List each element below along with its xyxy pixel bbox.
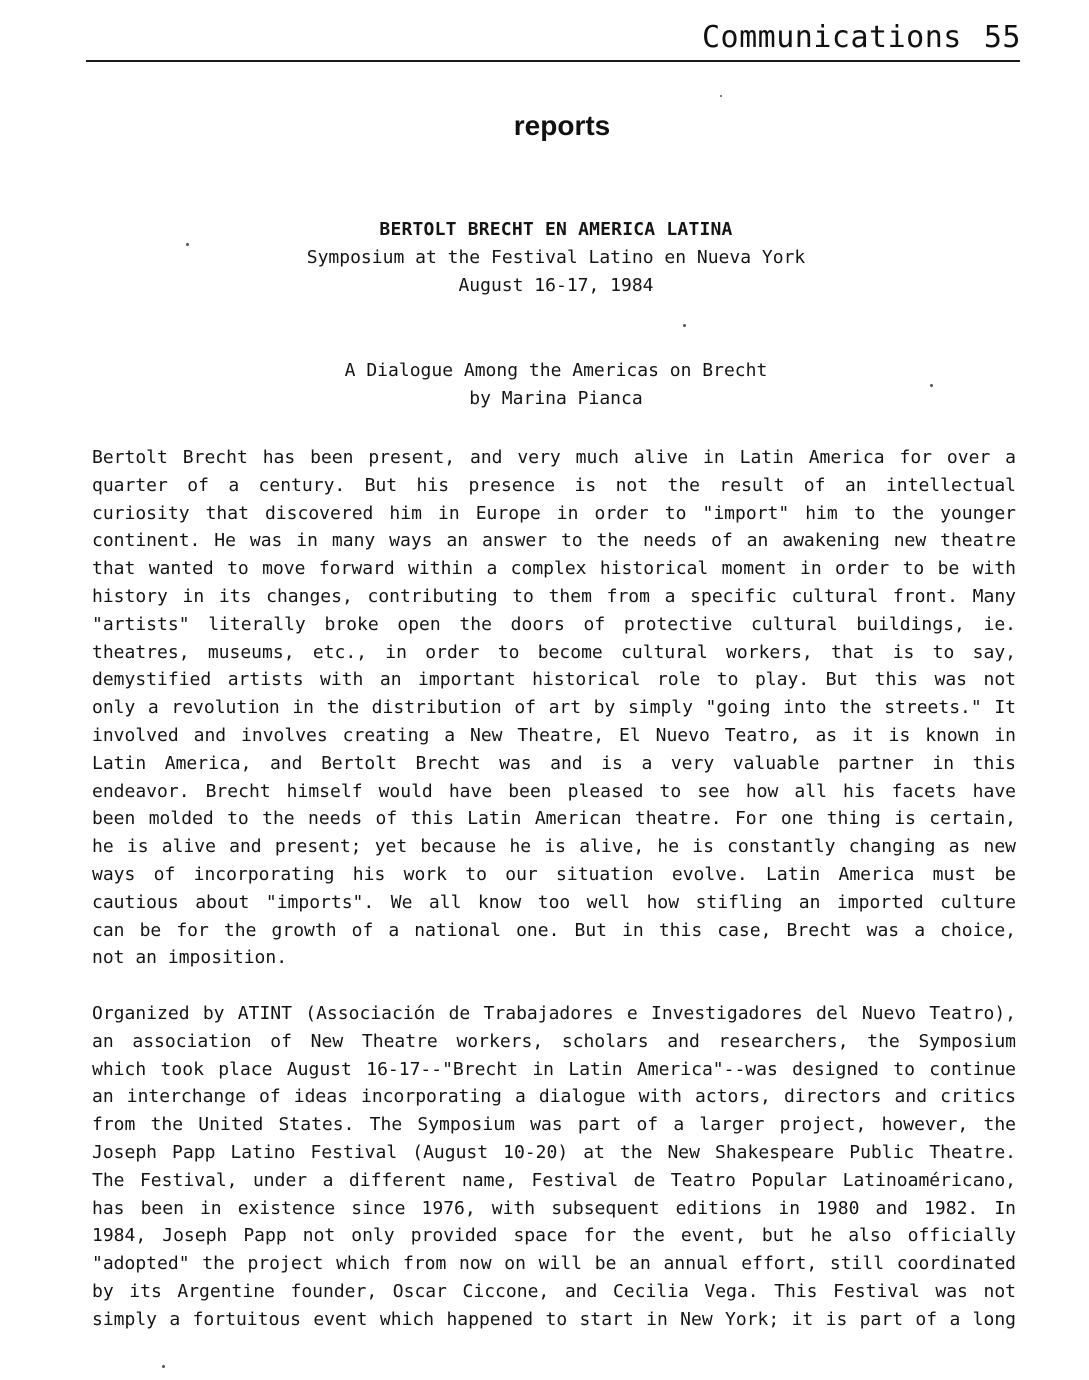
text-line: which took place August 16-17--"Brecht in Latin America"--was designed to continue (92, 1058, 1016, 1080)
text-line: Joseph Papp Latino Festival (August 10-20) at the New Shakespeare Public Theatre. (92, 1141, 1016, 1163)
scan-speck (186, 243, 189, 246)
text-line: been molded to the needs of this Latin American theatre. For one thing is certain, (92, 808, 1016, 830)
body-paragraph-1 (92, 444, 1016, 972)
text-line: from the United States. The Symposium was part of a larger project, however, the (92, 1114, 1016, 1136)
text-line: not an imposition. (92, 947, 288, 969)
text-line: can be for the growth of a national one. But in this case, Brecht was a choice, (92, 919, 1016, 941)
scan-speck (162, 1365, 165, 1368)
page-number: 55 (983, 20, 1021, 55)
text-line: that wanted to move forward within a complex historical moment in order to be with (92, 558, 1016, 580)
scan-speck (930, 384, 933, 387)
text-line: Latin America, and Bertolt Brecht was and is a very valuable partner in this (92, 752, 1016, 774)
text-line: Organized by ATINT (Associación de Trabajadores e Investigadores del Nuevo Teatro), (92, 1003, 1016, 1024)
text-line: cautious about "imports". We all know too well how stifling an imported culture (92, 891, 1016, 913)
text-line: simply a fortuitous event which happened to start in New York; it is part of a long (92, 1308, 1016, 1330)
text-line: an interchange of ideas incorporating a dialogue with actors, directors and critics (92, 1086, 1016, 1108)
text-line: he is alive and present; yet because he is alive, he is constantly changing as new (92, 836, 1016, 858)
text-line: 1984, Joseph Papp not only provided space for the event, but he also officially (92, 1225, 1016, 1247)
running-title: Communications (702, 20, 962, 55)
article-byline: by Marina Pianca (469, 388, 643, 409)
scan-speck (683, 324, 686, 327)
section-title: reports (513, 110, 611, 141)
text-line: "adopted" the project which from now on will be an annual effort, still coordinated (92, 1253, 1016, 1275)
text-line: quarter of a century. But his presence is not the result of an intellectual (92, 474, 1016, 496)
running-header (702, 20, 1021, 55)
scan-speck (720, 95, 722, 97)
event-dates: August 16-17, 1984 (458, 275, 654, 296)
text-line: by its Argentine founder, Oscar Ciccone, and Cecilia Vega. This Festival was not (92, 1280, 1016, 1302)
event-subtitle: Symposium at the Festival Latino en Nueva York (306, 247, 806, 268)
text-line: involved and involves creating a New Theatre, El Nuevo Teatro, as it is known in (92, 724, 1016, 746)
text-line: ways of incorporating his work to our situation evolve. Latin America must be (92, 863, 1016, 885)
event-title: BERTOLT BRECHT EN AMERICA LATINA (379, 219, 733, 240)
text-line: demystified artists with an important historical role to play. But this was not (92, 669, 1016, 691)
text-line: The Festival, under a different name, Festival de Teatro Popular Latinoaméricano, (92, 1169, 1016, 1191)
text-line: history in its changes, contributing to them from a specific cultural front. Many (92, 585, 1016, 607)
article-title: A Dialogue Among the Americas on Brecht (344, 360, 768, 381)
text-line: has been in existence since 1976, with subsequent editions in 1980 and 1982. In (92, 1197, 1016, 1219)
body-paragraph-2 (92, 1000, 1016, 1334)
text-line: endeavor. Brecht himself would have been pleased to see how all his facets have (92, 780, 1016, 802)
text-line: "artists" literally broke open the doors of protective cultural buildings, ie. (92, 613, 1016, 635)
header-rule (86, 60, 1020, 62)
text-line: curiosity that discovered him in Europe in order to "import" him to the younger (92, 502, 1016, 524)
text-line: Bertolt Brecht has been present, and very much alive in Latin America for over a (92, 447, 1016, 468)
text-line: an association of New Theatre workers, scholars and researchers, the Symposium (92, 1030, 1016, 1052)
text-line: only a revolution in the distribution of art by simply "going into the streets." It (92, 697, 1016, 719)
text-line: continent. He was in many ways an answer to the needs of an awakening new theatre (92, 530, 1016, 552)
text-line: theatres, museums, etc., in order to become cultural workers, that is to say, (92, 641, 1016, 663)
